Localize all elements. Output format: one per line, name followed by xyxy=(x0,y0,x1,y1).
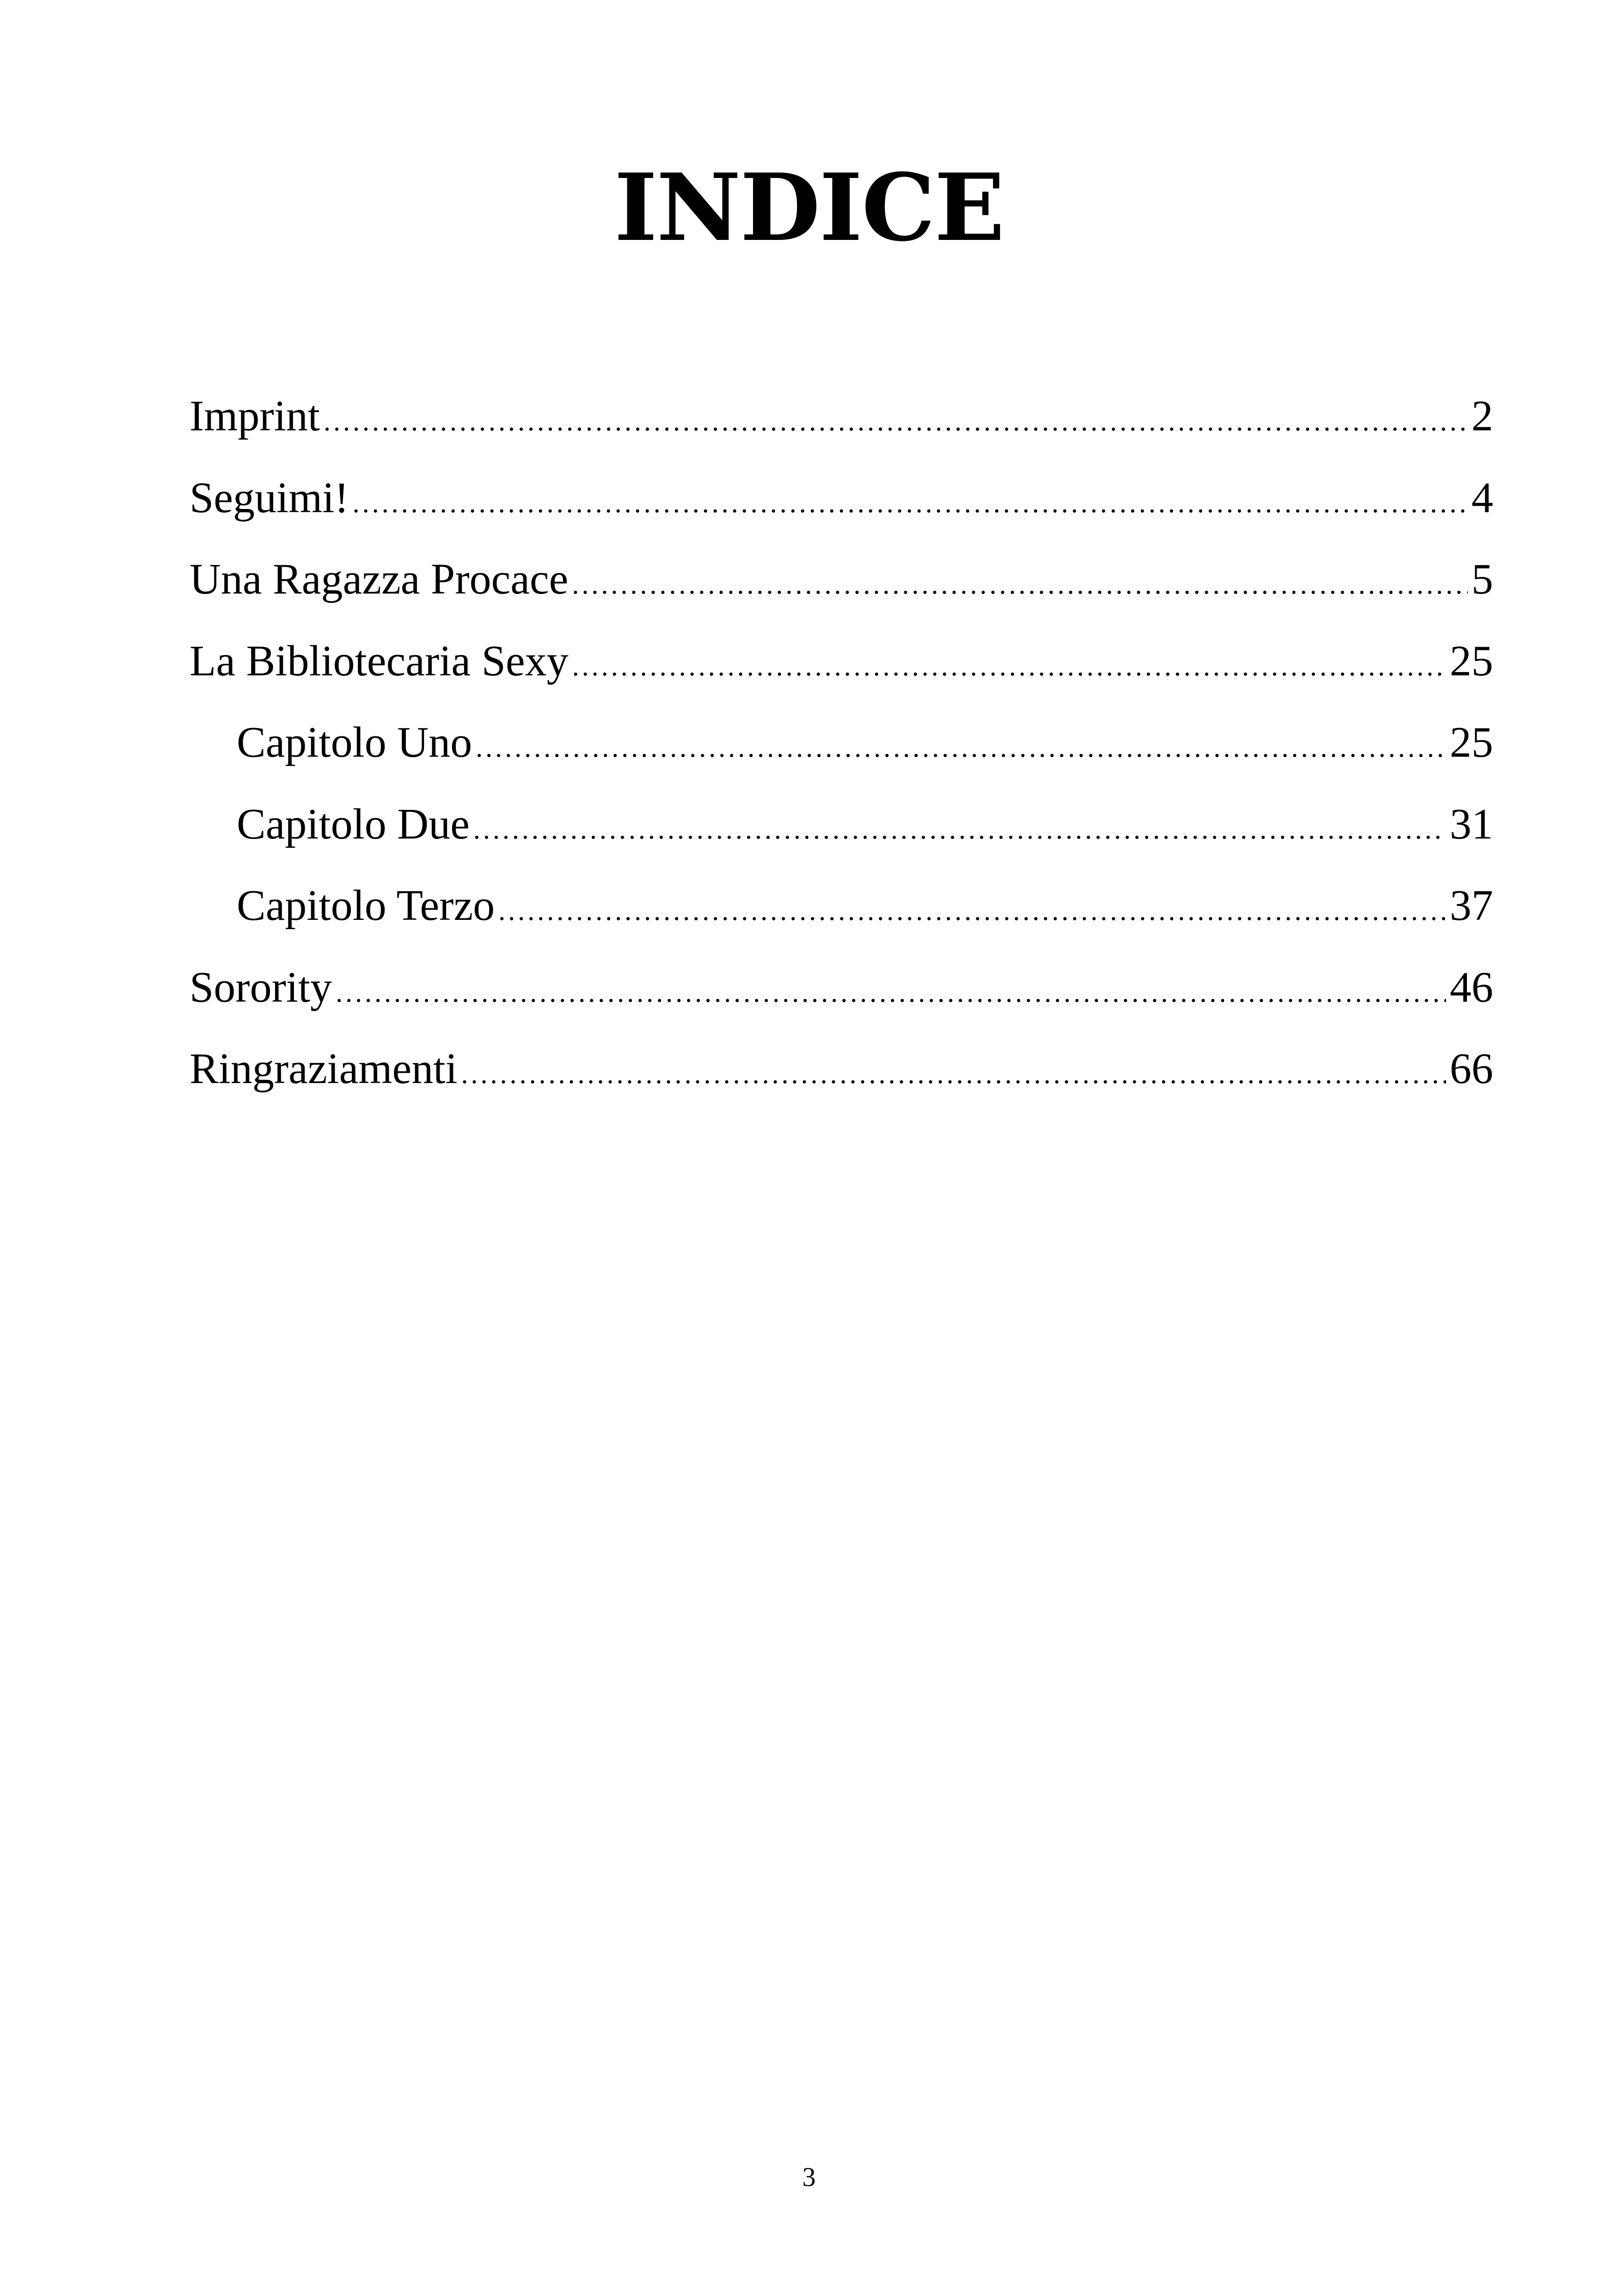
toc-entry-label: Ringraziamenti xyxy=(190,1045,458,1093)
toc-entry-page: 2 xyxy=(1471,392,1493,440)
toc-entry-una-ragazza-procace[interactable] xyxy=(190,547,1493,629)
toc-entry-label: Capitolo Terzo xyxy=(237,882,495,930)
toc-entry-seguimi[interactable] xyxy=(190,465,1493,547)
toc-entry-imprint[interactable] xyxy=(190,384,1493,465)
toc-entry-capitolo-uno[interactable] xyxy=(190,710,1493,792)
toc-entry-label: La Bibliotecaria Sexy xyxy=(190,637,569,685)
dot-leader xyxy=(353,471,1468,535)
dot-leader xyxy=(476,715,1446,780)
toc-entry-la-bibliotecaria-sexy[interactable] xyxy=(190,629,1493,710)
page-number: 3 xyxy=(802,2162,816,2192)
dot-leader xyxy=(473,797,1446,862)
dot-leader xyxy=(572,634,1446,698)
toc-entry-page: 25 xyxy=(1450,718,1493,766)
toc-entry-label: Capitolo Uno xyxy=(237,718,472,766)
dot-leader xyxy=(498,878,1446,943)
toc-entry-label: Una Ragazza Procace xyxy=(190,555,569,603)
toc-entry-page: 4 xyxy=(1471,473,1493,522)
page-title: INDICE xyxy=(614,153,1004,262)
dot-leader xyxy=(324,389,1468,453)
toc-entry-page: 66 xyxy=(1450,1045,1493,1093)
toc-entry-ringraziamenti[interactable] xyxy=(190,1036,1493,1118)
table-of-contents xyxy=(190,384,1493,1118)
toc-entry-label: Imprint xyxy=(190,392,320,440)
toc-entry-sorority[interactable] xyxy=(190,955,1493,1037)
dot-leader xyxy=(572,552,1468,617)
toc-entry-capitolo-terzo[interactable] xyxy=(190,873,1493,955)
toc-entry-page: 37 xyxy=(1450,882,1493,930)
toc-entry-label: Capitolo Due xyxy=(237,800,470,848)
toc-entry-label: Seguimi! xyxy=(190,473,349,522)
toc-entry-page: 5 xyxy=(1471,555,1493,603)
toc-entry-page: 31 xyxy=(1450,800,1493,848)
toc-entry-page: 46 xyxy=(1450,963,1493,1011)
toc-entry-page: 25 xyxy=(1450,637,1493,685)
toc-entry-capitolo-due[interactable] xyxy=(190,792,1493,874)
dot-leader xyxy=(461,1041,1446,1106)
dot-leader xyxy=(336,960,1446,1025)
toc-entry-label: Sorority xyxy=(190,963,332,1011)
